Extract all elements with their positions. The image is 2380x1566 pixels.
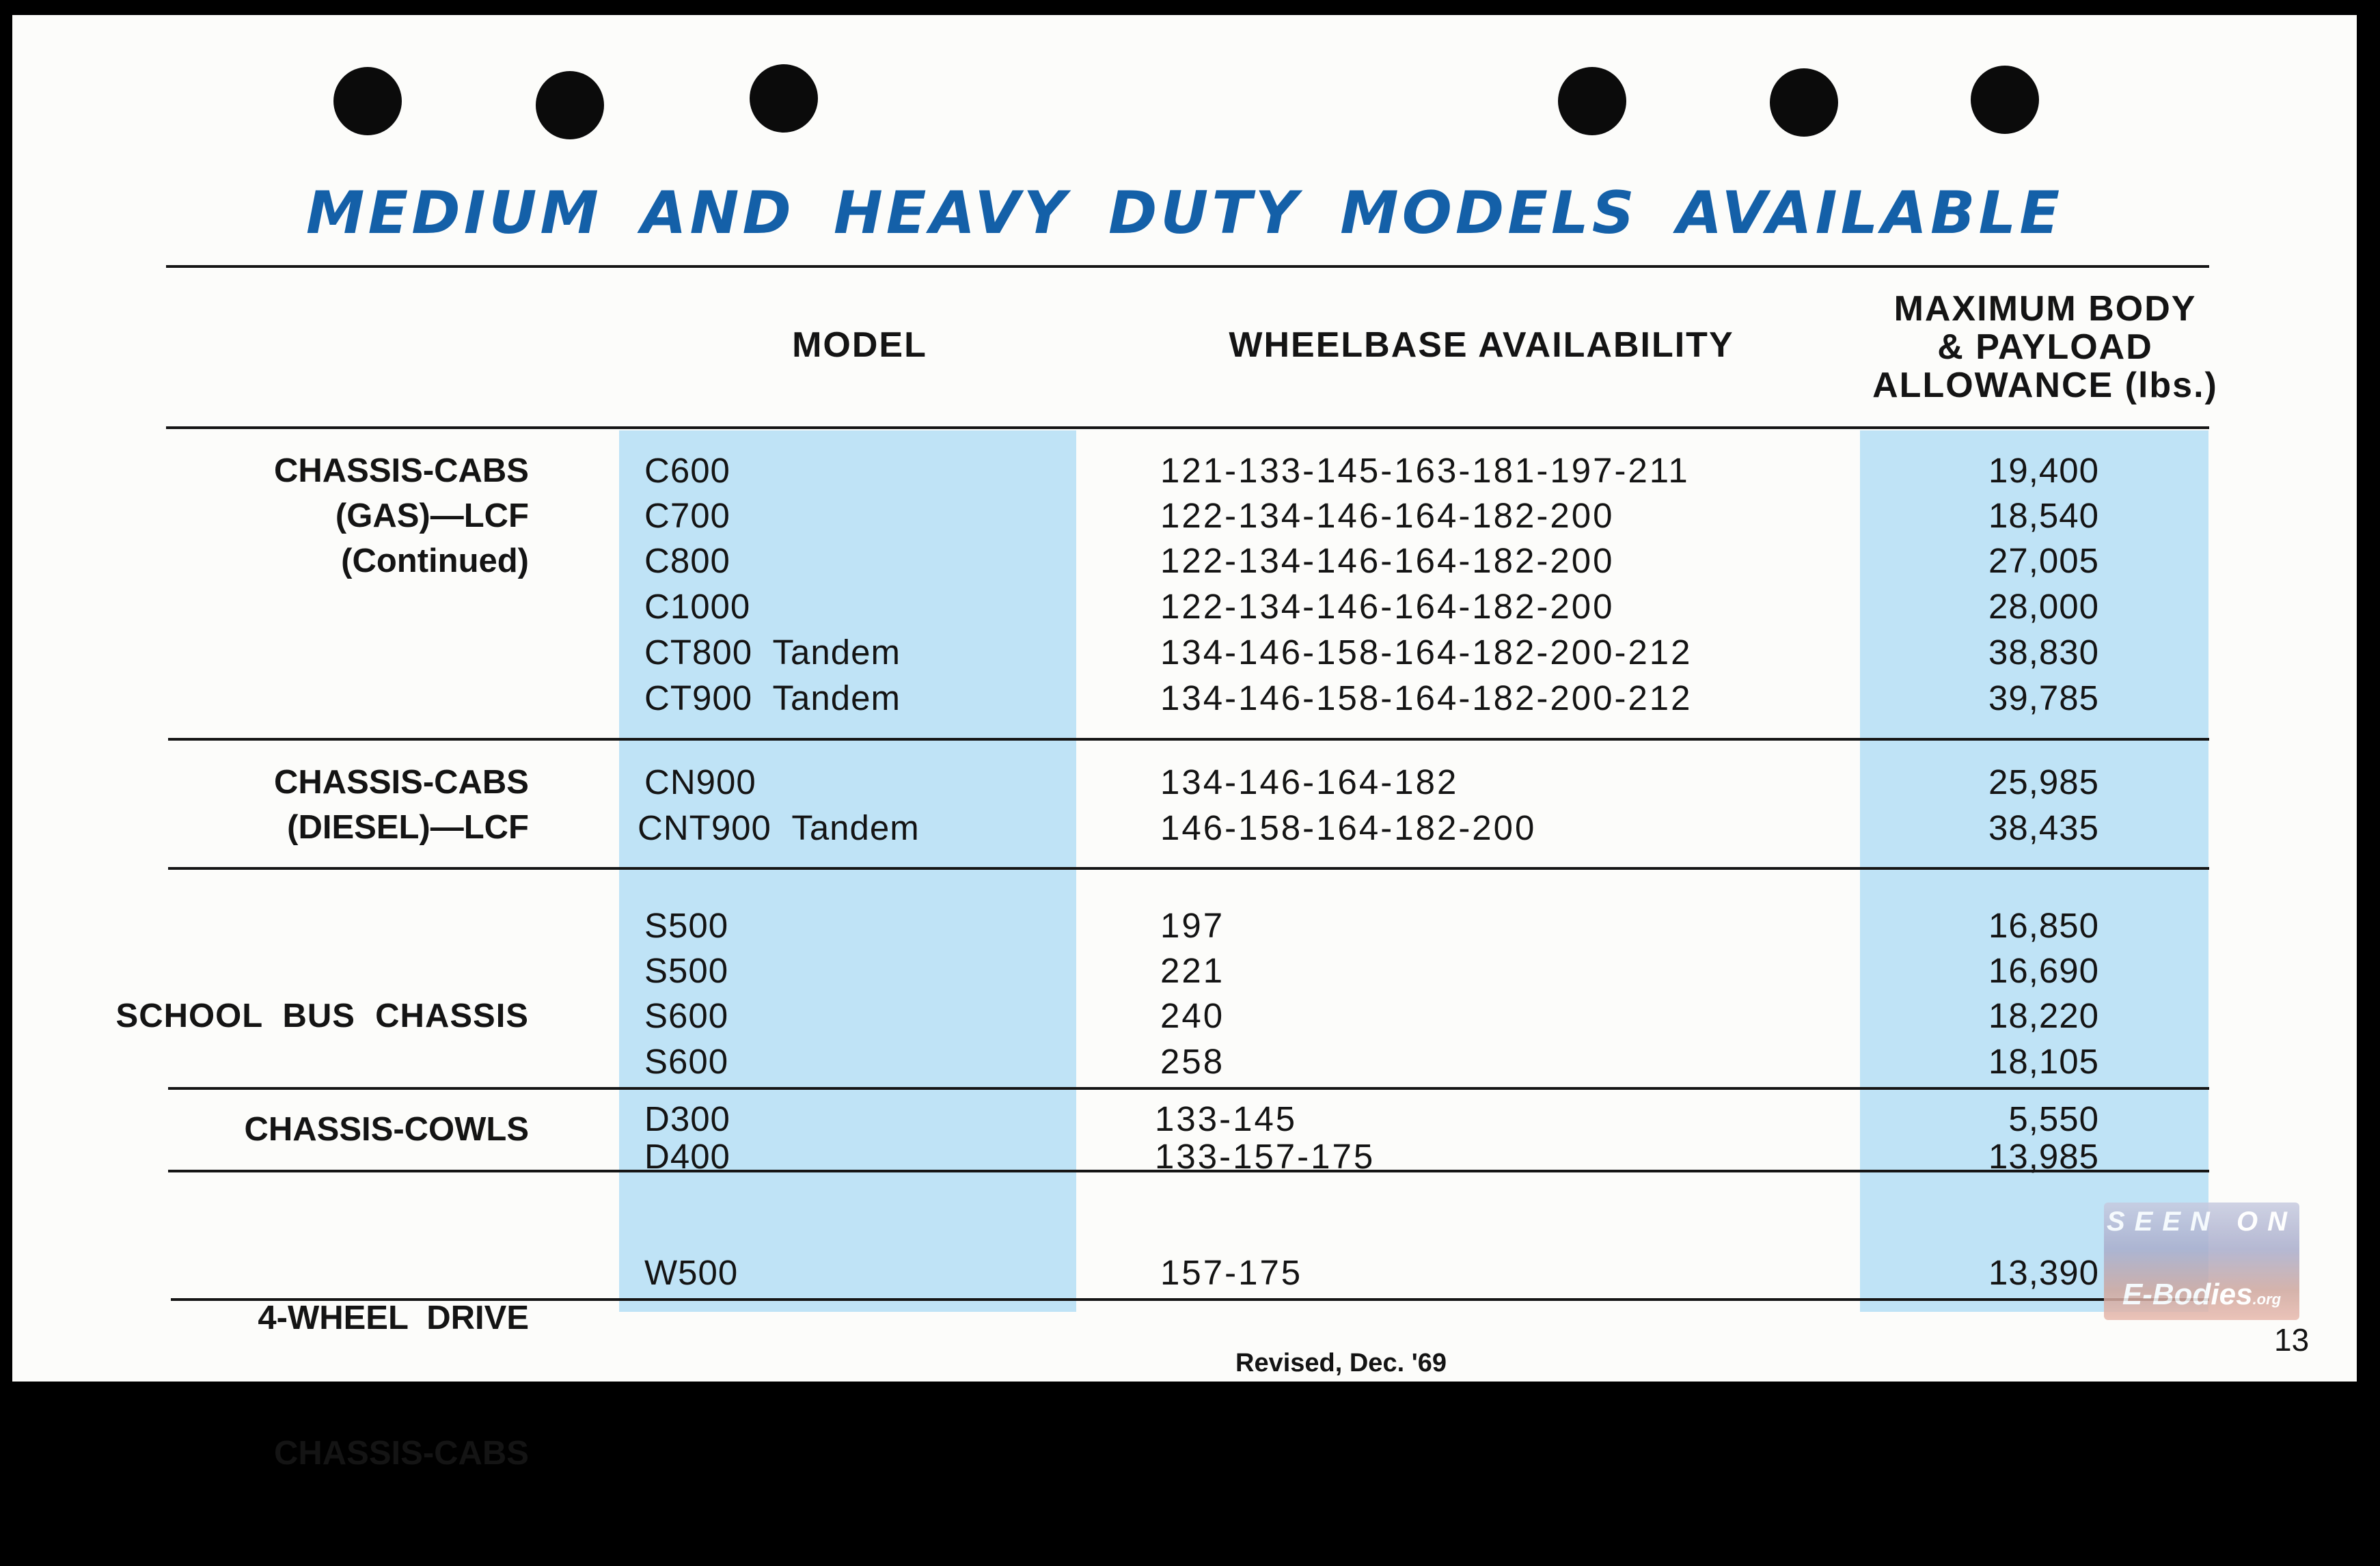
watermark-line1: SEEN ON — [2106, 1207, 2297, 1237]
wheelbase-cell: 240 — [1160, 996, 1225, 1035]
model-cell: W500 — [644, 1253, 739, 1292]
model-cell: S600 — [644, 1042, 729, 1081]
header-payload — [1850, 290, 2240, 404]
binder-hole — [1770, 68, 1838, 137]
binder-hole — [1558, 67, 1626, 135]
wheelbase-cell: 122-134-146-164-182-200 — [1160, 587, 1615, 626]
payload-cell: 5,550 — [2008, 1099, 2099, 1138]
model-cell: D300 — [644, 1099, 730, 1138]
header-payload-line1: MAXIMUM BODY — [1893, 289, 2197, 329]
header-payload-line3: ALLOWANCE (lbs.) — [1872, 366, 2218, 405]
wheelbase-cell: 122-134-146-164-182-200 — [1160, 541, 1615, 580]
wheelbase-cell: 134-146-158-164-182-200-212 — [1160, 633, 1693, 672]
payload-cell: 18,105 — [1988, 1042, 2099, 1081]
wheelbase-cell: 146-158-164-182-200 — [1160, 808, 1537, 847]
payload-cell: 25,985 — [1988, 763, 2099, 801]
payload-cell: 13,390 — [1988, 1253, 2099, 1292]
wheelbase-cell: 133-145 — [1155, 1099, 1298, 1138]
payload-cell: 38,830 — [1988, 633, 2099, 672]
model-cell: C1000 — [644, 587, 751, 626]
watermark-suffix: .org — [2252, 1291, 2282, 1308]
model-cell: C700 — [644, 496, 730, 535]
wheelbase-cell: 134-146-164-182 — [1160, 763, 1459, 801]
payload-cell: 27,005 — [1988, 541, 2099, 580]
category-label: CHASSIS-CABS (GAS)—LCF (Continued) — [274, 452, 529, 579]
payload-cell: 16,850 — [1988, 906, 2099, 945]
model-cell: S600 — [644, 996, 729, 1035]
model-cell: S500 — [644, 951, 729, 990]
section-rule — [168, 867, 2209, 870]
page-title: MEDIUM AND HEAVY DUTY MODELS AVAILABLE — [305, 179, 2064, 247]
binder-hole — [536, 71, 604, 139]
wheelbase-cell: 221 — [1160, 951, 1225, 990]
wheelbase-cell: 157-175 — [1160, 1253, 1303, 1292]
payload-cell: 19,400 — [1988, 451, 2099, 490]
wheelbase-cell: 197 — [1160, 906, 1225, 945]
wheelbase-cell: 133-157-175 — [1155, 1137, 1376, 1176]
header-wheelbase: WHEELBASE AVAILABILITY — [1229, 325, 1734, 365]
binder-hole — [333, 67, 402, 135]
category-label: CHASSIS-CABS (DIESEL)—LCF — [274, 764, 529, 846]
watermark-site: E-Bodies — [2122, 1278, 2253, 1311]
payload-cell: 16,690 — [1988, 951, 2099, 990]
model-cell: C800 — [644, 541, 730, 580]
wheelbase-cell: 134-146-158-164-182-200-212 — [1160, 678, 1693, 717]
wheelbase-cell: 121-133-145-163-181-197-211 — [1160, 451, 1690, 490]
section-rule — [168, 738, 2209, 741]
header-payload-line2: & PAYLOAD — [1937, 327, 2153, 367]
payload-cell: 38,435 — [1988, 808, 2099, 847]
payload-cell: 13,985 — [1988, 1137, 2099, 1176]
payload-cell: 39,785 — [1988, 678, 2099, 717]
category-label: 4-WHEEL DRIVE CHASSIS-CABS — [258, 1300, 529, 1472]
catalog-page — [12, 15, 2357, 1472]
header-rule — [166, 426, 2209, 429]
payload-cell: 28,000 — [1988, 587, 2099, 626]
watermark-badge — [2104, 1203, 2299, 1320]
model-cell: CT900 Tandem — [644, 678, 901, 717]
model-cell: CT800 Tandem — [644, 633, 901, 672]
model-cell: CNT900 Tandem — [638, 808, 920, 847]
header-model: MODEL — [792, 325, 927, 365]
watermark-line2 — [2104, 1278, 2299, 1312]
model-cell: CN900 — [644, 763, 756, 801]
payload-cell: 18,220 — [1988, 996, 2099, 1035]
model-cell: S500 — [644, 906, 729, 945]
wheelbase-cell: 122-134-146-164-182-200 — [1160, 496, 1615, 535]
binder-hole — [750, 64, 818, 133]
wheelbase-cell: 258 — [1160, 1042, 1225, 1081]
revision-note: Revised, Dec. '69 — [1235, 1349, 1447, 1377]
payload-cell: 18,540 — [1988, 496, 2099, 535]
category-label: CHASSIS-COWLS — [244, 1111, 529, 1148]
binder-hole — [1971, 66, 2039, 134]
table-top-rule — [166, 265, 2209, 268]
page-number: 13 — [2274, 1322, 2310, 1358]
model-cell: D400 — [644, 1137, 730, 1176]
model-cell: C600 — [644, 451, 730, 490]
category-label: SCHOOL BUS CHASSIS — [115, 998, 529, 1034]
